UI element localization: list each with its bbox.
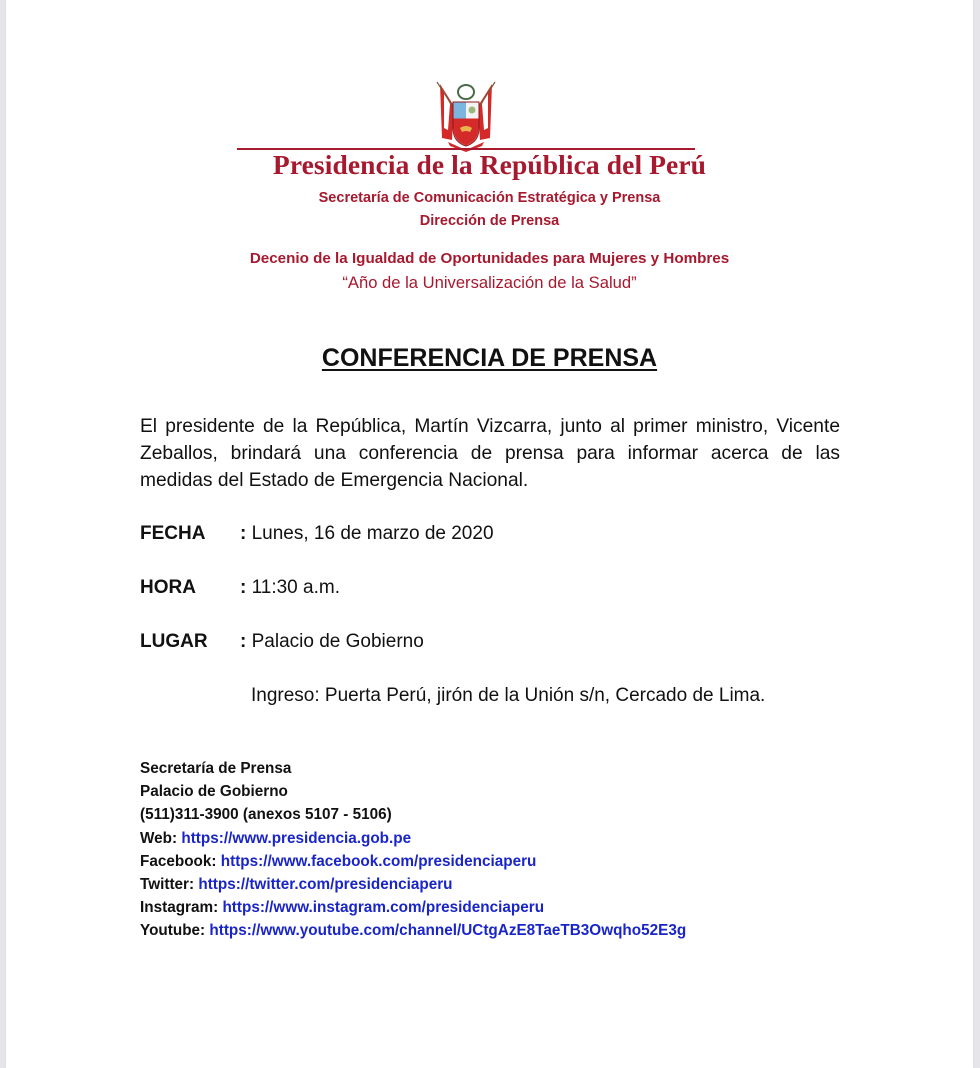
facebook-label: Facebook: — [140, 852, 217, 870]
year-name: “Año de la Universalización de la Salud” — [342, 273, 637, 292]
peru-coat-of-arms-icon — [434, 80, 498, 152]
contact-building: Palacio de Gobierno — [140, 783, 288, 801]
date-value — [240, 523, 494, 545]
contact-instagram — [140, 896, 686, 919]
place-label: LUGAR — [140, 631, 208, 652]
place-text: Palacio de Gobierno — [251, 631, 424, 652]
contact-block — [140, 757, 686, 943]
institution-title: Presidencia de la República del Perú — [272, 149, 707, 180]
contact-phone: (511)311-3900 (anexos 5107 - 5106) — [140, 806, 392, 824]
contact-twitter — [140, 873, 686, 896]
place-value — [240, 631, 424, 653]
document-page — [6, 0, 973, 1068]
web-label: Web: — [140, 829, 178, 847]
date-label: FECHA — [140, 523, 206, 544]
secretariat-subtitle: Secretaría de Comunicación Estratégica y Prensa — [318, 190, 661, 206]
time-colon: : — [240, 577, 247, 598]
twitter-label: Twitter: — [140, 876, 195, 894]
twitter-link[interactable]: https://twitter.com/presidenciaperu — [198, 876, 453, 894]
document-heading — [6, 344, 973, 373]
youtube-link[interactable]: https://www.youtube.com/channel/UCtgAzE8TaeTB3Owqho52E3g — [209, 922, 687, 940]
directorate-subtitle: Dirección de Prensa — [419, 213, 560, 229]
contact-office: Secretaría de Prensa — [140, 760, 292, 777]
time-text: 11:30 a.m. — [251, 577, 340, 598]
date-text: Lunes, 16 de marzo de 2020 — [251, 523, 494, 544]
document-heading-text: CONFERENCIA DE PRENSA — [321, 344, 658, 372]
web-link[interactable]: https://www.presidencia.gob.pe — [181, 829, 412, 847]
place-colon: : — [240, 631, 247, 652]
youtube-label: Youtube: — [140, 922, 206, 940]
facebook-link[interactable]: https://www.facebook.com/presidenciaperu — [220, 852, 537, 870]
decade-motto: Decenio de la Igualdad de Oportunidades para Mujeres y Hombres — [249, 250, 730, 267]
contact-youtube — [140, 919, 686, 942]
contact-web — [140, 827, 686, 850]
instagram-link[interactable]: https://www.instagram.com/presidenciaperu — [222, 899, 545, 917]
time-value — [240, 577, 340, 599]
time-label: HORA — [140, 577, 196, 598]
announcement-paragraph: El presidente de la República, Martín Vizcarra, junto al primer ministro, Vicente Zeballos, brindará una conferencia de prensa para informar acerca de las medidas del Estado de Emergencia Nacional. — [140, 416, 840, 491]
entrance-info: Ingreso: Puerta Perú, jirón de la Unión s/n, Cercado de Lima. — [251, 685, 766, 706]
contact-facebook — [140, 850, 686, 873]
instagram-label: Instagram: — [140, 899, 219, 917]
date-colon: : — [240, 523, 247, 544]
